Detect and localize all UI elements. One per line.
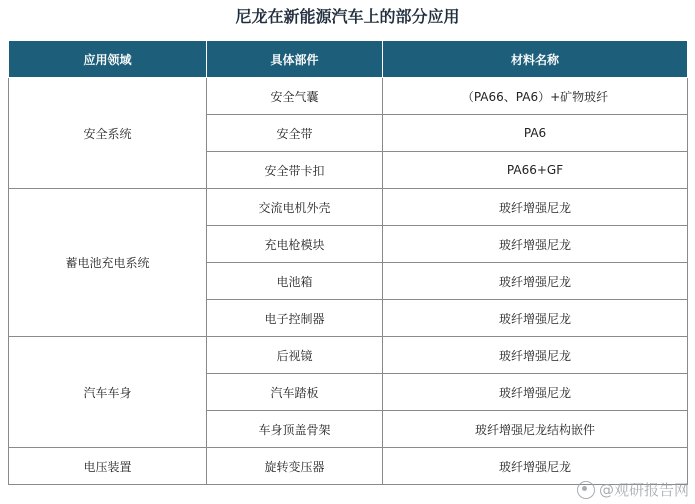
material-cell: PA66+GF xyxy=(383,152,688,189)
part-cell: 电子控制器 xyxy=(207,300,383,337)
watermark-text: @观研报告网 xyxy=(598,481,689,499)
area-cell: 安全系统 xyxy=(9,78,207,189)
part-cell: 充电枪模块 xyxy=(207,226,383,263)
material-cell: 玻纤增强尼龙 xyxy=(383,448,688,485)
part-cell: 安全带 xyxy=(207,115,383,152)
header-material-name: 材料名称 xyxy=(383,41,688,78)
part-cell: 车身顶盖骨架 xyxy=(207,411,383,448)
material-cell: 玻纤增强尼龙结构嵌件 xyxy=(383,411,688,448)
area-cell: 电压装置 xyxy=(9,448,207,485)
part-cell: 交流电机外壳 xyxy=(207,189,383,226)
material-cell: PA6 xyxy=(383,115,688,152)
part-cell: 汽车踏板 xyxy=(207,374,383,411)
area-cell: 蓄电池充电系统 xyxy=(9,189,207,337)
material-cell: 玻纤增强尼龙 xyxy=(383,337,688,374)
part-cell: 旋转变压器 xyxy=(207,448,383,485)
table-header-row xyxy=(9,41,688,78)
header-application-area: 应用领域 xyxy=(9,41,207,78)
material-cell: 玻纤增强尼龙 xyxy=(383,300,688,337)
material-cell: （PA66、PA6）+矿物玻纤 xyxy=(383,78,688,115)
material-cell: 玻纤增强尼龙 xyxy=(383,226,688,263)
part-cell: 安全气囊 xyxy=(207,78,383,115)
part-cell: 安全带卡扣 xyxy=(207,152,383,189)
table-row xyxy=(9,189,688,226)
nylon-application-table xyxy=(8,40,688,485)
header-specific-part: 具体部件 xyxy=(207,41,383,78)
area-cell: 汽车车身 xyxy=(9,337,207,448)
watermark xyxy=(577,479,689,500)
material-cell: 玻纤增强尼龙 xyxy=(383,374,688,411)
table-row xyxy=(9,78,688,115)
watermark-logo-icon xyxy=(577,481,595,499)
table-title: 尼龙在新能源汽车上的部分应用 xyxy=(235,7,460,26)
material-cell: 玻纤增强尼龙 xyxy=(383,189,688,226)
material-cell: 玻纤增强尼龙 xyxy=(383,263,688,300)
table-row xyxy=(9,337,688,374)
part-cell: 后视镜 xyxy=(207,337,383,374)
part-cell: 电池箱 xyxy=(207,263,383,300)
